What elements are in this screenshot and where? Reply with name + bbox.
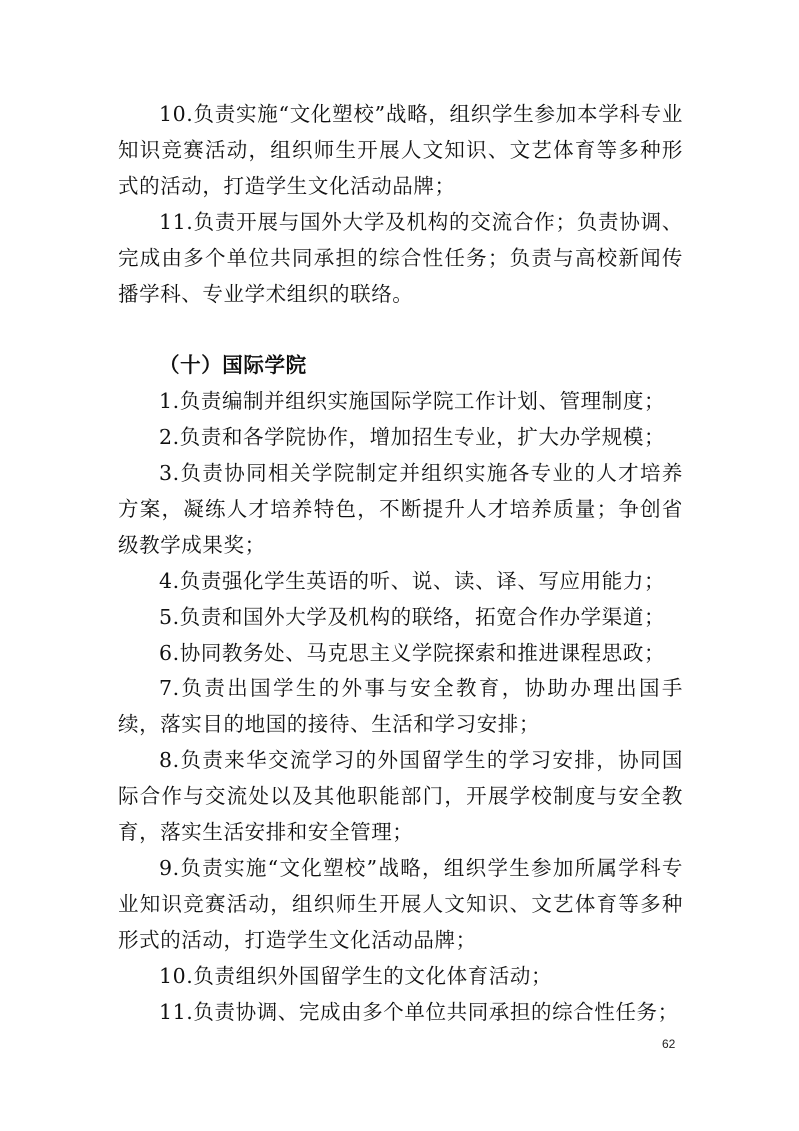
paragraph-item-5: 5.负责和国外大学及机构的联络，拓宽合作办学渠道；: [159, 604, 666, 629]
paragraph-item-8: 8.负责来华交流学习的外国留学生的学习安排，协同国际合作与交流处以及其他职能部门，开展学校制度与安全教育，落实生活安排和安全管理；: [118, 748, 683, 845]
paragraph-item-1: 1.负责编制并组织实施国际学院工作计划、管理制度；: [159, 389, 666, 414]
paragraph-item-2: 2.负责和各学院协作，增加招生专业，扩大办学规模；: [159, 425, 666, 450]
paragraph-item-9: 9.负责实施“文化塑校”战略，组织学生参加所属学科专业知识竞赛活动，组织师生开展人文知识、文艺体育等多种形式的活动，打造学生文化活动品牌；: [118, 856, 683, 952]
page-number: 62: [662, 1037, 676, 1051]
paragraph-item-4: 4.负责强化学生英语的听、说、读、译、写应用能力；: [159, 568, 666, 593]
document-body: [118, 97, 683, 1031]
section-heading-international-college: （十）国际学院: [159, 353, 307, 378]
paragraph-item-7: 7.负责出国学生的外事与安全教育，协助办理出国手续，落实目的地国的接待、生活和学习安排；: [118, 676, 683, 737]
section-spacer: [118, 312, 683, 348]
paragraph-item-10: 10.负责组织外国留学生的文化体育活动；: [159, 963, 553, 988]
paragraph-item-11: 11.负责协调、完成由多个单位共同承担的综合性任务；: [159, 999, 679, 1024]
paragraph-item-6: 6.协同教务处、马克思主义学院探索和推进课程思政；: [159, 640, 666, 665]
paragraph-item-3: 3.负责协同相关学院制定并组织实施各专业的人才培养方案，凝练人才培养特色，不断提升人才培养质量；争创省级教学成果奖；: [118, 461, 683, 557]
paragraph-item-11-top: 11.负责开展与国外大学及机构的交流合作；负责协调、完成由多个单位共同承担的综合性任务；负责与高校新闻传播学科、专业学术组织的联络。: [118, 209, 683, 306]
paragraph-item-10-top: 10.负责实施“文化塑校”战略，组织学生参加本学科专业知识竞赛活动，组织师生开展人文知识、文艺体育等多种形式的活动，打造学生文化活动品牌；: [118, 102, 683, 198]
